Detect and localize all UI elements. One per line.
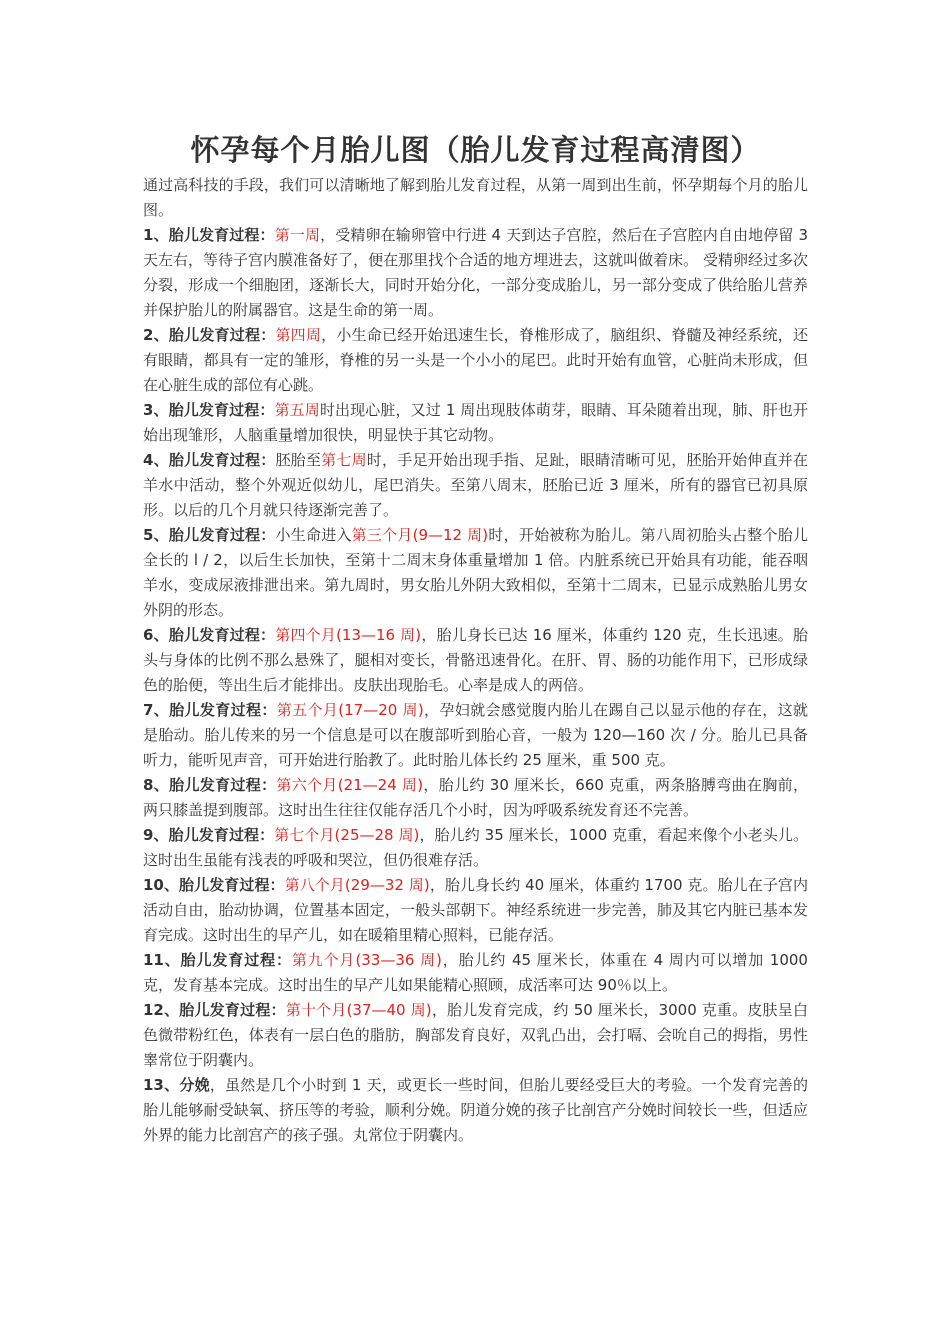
item-number: 3、 xyxy=(143,401,169,419)
item-text: ，受精卵在输卵管中行进 4 天到达子宫腔，然后在子宫腔内自由地停留 3 天左右，等待子宫内膜准备好了，便在那里找个合适的地方埋进去，这就叫做着床。 受精卵经过多次分裂，形成一个细胞团，逐渐长大，同时开始分化，一部分变成胎儿，另一部分变成了供给胎儿营养并保护胎儿的附属器官。这是生命的第一周。 xyxy=(143,226,808,319)
stage-highlight: 第四周 xyxy=(275,326,322,344)
stage-paragraph-13 xyxy=(143,1073,808,1148)
stage-paragraph-12 xyxy=(143,998,808,1073)
item-text: ，胎儿约 45 厘米长，体重在 4 周内可以增加 1000 克，发育基本完成。这时出生的早产儿如果能精心照顾，成活率可达 90％以上。 xyxy=(143,951,808,994)
item-text: ，胎儿约 30 厘米长，660 克重，两条胳膊弯曲在胸前，两只膝盖提到腹部。这时出生往往仅能存活几个小时，因为呼吸系统发育还不完善。 xyxy=(143,776,808,819)
item-label: 胎儿发育过程： xyxy=(180,951,292,969)
stage-highlight: 第一周 xyxy=(274,226,321,244)
stage-paragraph-4 xyxy=(143,448,808,523)
item-number: 12、 xyxy=(143,1001,180,1019)
item-text: ，胎儿发育完成，约 50 厘米长，3000 克重。皮肤呈白色微带粉红色，体表有一层白色的脂肪，胸部发育良好，双乳凸出，会打嗝、会吮自己的拇指，男性睾常位于阴囊内。 xyxy=(143,1001,808,1069)
item-text: ，胎儿约 35 厘米长，1000 克重，看起来像个小老头儿。这时出生虽能有浅表的呼吸和哭泣，但仍很难存活。 xyxy=(143,826,808,869)
stage-paragraph-6 xyxy=(143,623,808,698)
stage-paragraph-9 xyxy=(143,823,808,873)
item-text: 时出现心脏，又过 1 周出现肢体萌芽，眼睛、耳朵随着出现，肺、肝也开始出现雏形，人脑重量增加很快，明显快于其它动物。 xyxy=(143,401,808,444)
stage-paragraph-3 xyxy=(143,398,808,448)
item-text: 时，开始被称为胎儿。第八周初胎头占整个胎儿全长的 l / 2，以后生长加快，至第十二周末身体重量增加 1 倍。内脏系统已开始具有功能，能吞咽羊水，变成尿液排泄出来。第九周时，男女胎儿外阴大致相似，至第十二周末，已显示成熟胎儿男女外阴的形态。 xyxy=(143,526,808,619)
page-title: 怀孕每个月胎儿图（胎儿发育过程高清图） xyxy=(190,133,761,167)
stage-highlight: 第六个月(21—24 周) xyxy=(276,776,424,794)
item-number: 6、 xyxy=(143,626,169,644)
stage-highlight: 第七个月(25—28 周) xyxy=(274,826,420,844)
stage-highlight: 第三个月(9—12 周) xyxy=(351,526,489,544)
stage-paragraph-11 xyxy=(143,948,808,998)
item-text: ，胎儿身长约 40 厘米，体重约 1700 克。胎儿在子宫内活动自由，胎动协调，位置基本固定，一般头部朝下。神经系统进一步完善，肺及其它内脏已基本发育完成。这时出生的早产儿，如在暖箱里精心照料，已能存活。 xyxy=(143,876,808,944)
item-number: 9、 xyxy=(143,826,169,844)
document-page xyxy=(143,128,808,1148)
stage-highlight: 第八个月(29—32 周) xyxy=(284,876,430,894)
item-label: 胎儿发育过程： xyxy=(168,451,276,469)
stage-highlight: 第五个月(17—20 周) xyxy=(276,701,424,719)
item-number: 2、 xyxy=(143,326,169,344)
stage-paragraph-1 xyxy=(143,223,808,323)
item-number: 5、 xyxy=(143,526,169,544)
item-pre-text: 胚胎至 xyxy=(275,451,322,469)
stage-paragraph-5 xyxy=(143,523,808,623)
stage-highlight: 第十个月(37—40 周) xyxy=(285,1001,432,1019)
stage-highlight: 第九个月(33—36 周) xyxy=(291,951,442,969)
item-label: 胎儿发育过程： xyxy=(168,626,276,644)
item-pre-text: 小生命进入 xyxy=(275,526,352,544)
item-label: 分娩 xyxy=(179,1076,210,1094)
item-text: ，小生命已经开始迅速生长，脊椎形成了，脑组织、脊髓及神经系统，还有眼睛，都具有一定的雏形，脊椎的另一头是一个小小的尾巴。此时开始有血管，心脏尚未形成，但在心脏生成的部位有心跳。 xyxy=(143,326,808,394)
stage-highlight: 第四个月(13—16 周) xyxy=(275,626,422,644)
item-label: 胎儿发育过程： xyxy=(168,526,276,544)
stage-highlight: 第五周 xyxy=(274,401,320,419)
stage-paragraph-7 xyxy=(143,698,808,773)
item-text: ，孕妇就会感觉腹内胎儿在踢自己以显示他的存在，这就是胎动。胎儿传来的另一个信息是可以在腹部听到胎心音，一般为 120—160 次 / 分。胎儿已具备听力，能听见声音，可开始进行胎教了。此时胎儿体长约 25 厘米，重 500 克。 xyxy=(143,701,808,769)
item-number: 13、 xyxy=(143,1076,180,1094)
stage-paragraph-2 xyxy=(143,323,808,398)
item-number: 7、 xyxy=(143,701,170,719)
item-text: ，虽然是几个小时到 1 天，或更长一些时间，但胎儿要经受巨大的考验。一个发育完善的胎儿能够耐受缺氧、挤压等的考验，顺利分娩。阴道分娩的孩子比剖宫产分娩时间较长一些，但适应外界的能力比剖宫产的孩子强。丸常位于阴囊内。 xyxy=(143,1076,808,1144)
item-label: 胎儿发育过程： xyxy=(168,826,275,844)
item-label: 胎儿发育过程： xyxy=(179,876,285,894)
item-text: ，胎儿身长已达 16 厘米，体重约 120 克，生长迅速。胎头与身体的比例不那么悬殊了，腿相对变长，骨骼迅速骨化。在肝、胃、肠的功能作用下，已形成绿色的胎便，等出生后才能排出。皮肤出现胎毛。心率是成人的两倍。 xyxy=(143,626,808,694)
item-label: 胎儿发育过程： xyxy=(169,776,277,794)
item-label: 胎儿发育过程： xyxy=(168,401,275,419)
item-number: 11、 xyxy=(143,951,181,969)
stage-paragraph-8 xyxy=(143,773,808,823)
intro-paragraph: 通过高科技的手段，我们可以清晰地了解到胎儿发育过程，从第一周到出生前，怀孕期每个月的胎儿图。 xyxy=(143,176,808,219)
item-label: 胎儿发育过程： xyxy=(179,1001,286,1019)
item-number: 10、 xyxy=(143,876,180,894)
item-label: 胎儿发育过程： xyxy=(168,226,275,244)
item-number: 4、 xyxy=(143,451,169,469)
stage-highlight: 第七周 xyxy=(321,451,367,469)
item-number: 8、 xyxy=(143,776,170,794)
item-label: 胎儿发育过程： xyxy=(168,326,276,344)
item-number: 1、 xyxy=(143,226,169,244)
item-text: 时，手足开始出现手指、足趾，眼睛清晰可见，胚胎开始伸直并在羊水中活动，整个外观近似幼儿，尾巴消失。至第八周末，胚胎已近 3 厘米，所有的器官已初具原形。以后的几个月就只待逐渐完善了。 xyxy=(143,451,808,519)
item-label: 胎儿发育过程： xyxy=(169,701,277,719)
stage-paragraph-10 xyxy=(143,873,808,948)
